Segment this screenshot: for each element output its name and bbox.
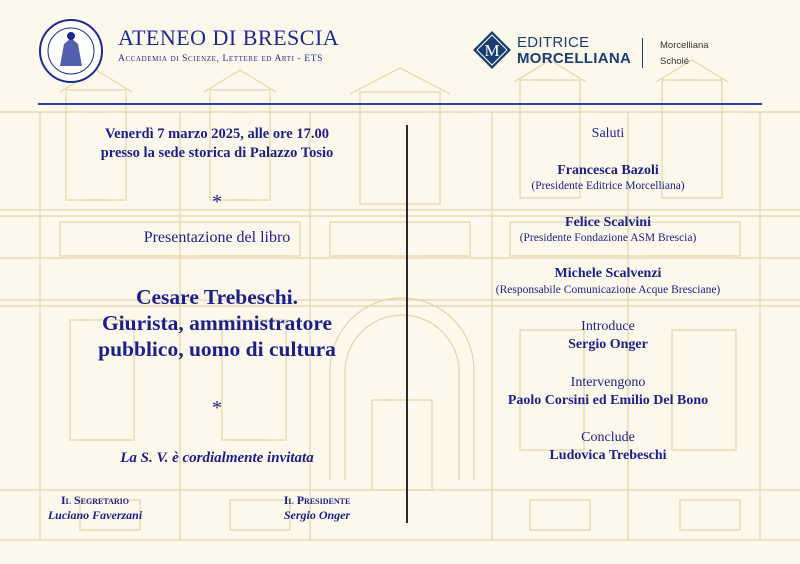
signature-title: Il Segretario xyxy=(61,493,129,507)
conclude-label: Conclude xyxy=(581,430,635,445)
greeter-name: Francesca Bazoli xyxy=(557,163,659,178)
introduce-label: Introduce xyxy=(581,319,635,334)
asterisk-divider: * xyxy=(212,191,222,213)
introduce-name: Sergio Onger xyxy=(568,337,648,352)
invitation-text: La S. V. è cordialmente invitata xyxy=(120,450,314,466)
event-date: Venerdì 7 marzo 2025, alle ore 17.00 xyxy=(105,126,329,142)
ateneo-seal-logo xyxy=(38,18,104,84)
greeter-role: (Responsabile Comunicazione Acque Bresciane) xyxy=(495,284,721,296)
publisher-name-line1: EDITRICE xyxy=(517,34,590,51)
saluti-label: Saluti xyxy=(591,126,625,141)
book-title-line3: pubblico, uomo di cultura xyxy=(98,337,336,361)
header-rule xyxy=(38,103,762,105)
conclude-name: Ludovica Trebeschi xyxy=(549,448,667,463)
publisher-divider xyxy=(642,38,643,68)
signature-name: Luciano Faverzani xyxy=(47,508,143,522)
signature-secretary xyxy=(30,493,160,523)
book-title-line1: Cesare Trebeschi. xyxy=(135,285,299,309)
morcelliana-logo-icon xyxy=(472,30,512,70)
publisher-name-line2: MORCELLIANA xyxy=(517,50,632,67)
ateneo-title: ATENEO DI BRESCIA xyxy=(118,25,340,50)
event-venue: presso la sede storica di Palazzo Tosio xyxy=(100,145,334,161)
book-title xyxy=(52,284,382,362)
logo-letter: M xyxy=(484,41,500,60)
publisher-imprint-2: Scholé xyxy=(660,56,690,67)
publisher-imprint-1: Morcelliana xyxy=(660,40,709,51)
signature-title: Il Presidente xyxy=(283,493,351,507)
greeter-role: (Presidente Editrice Morcelliana) xyxy=(531,180,685,192)
intervengono-names: Paolo Corsini ed Emilio Del Bono xyxy=(507,393,709,408)
ateneo-subtitle: Accademia di Scienze, Lettere ed Arti - ETS xyxy=(118,54,323,64)
greeter-name: Michele Scalvenzi xyxy=(554,266,662,281)
greeter-role: (Presidente Fondazione ASM Brescia) xyxy=(519,232,697,244)
presentation-label: Presentazione del libro xyxy=(143,229,291,246)
book-title-line2: Giurista, amministratore xyxy=(101,311,333,335)
asterisk-divider: * xyxy=(212,397,222,419)
signature-name: Sergio Onger xyxy=(283,508,351,522)
signature-president xyxy=(252,493,382,523)
column-divider xyxy=(406,125,408,523)
intervengono-label: Intervengono xyxy=(570,375,646,390)
greeter-name: Felice Scalvini xyxy=(565,215,651,230)
